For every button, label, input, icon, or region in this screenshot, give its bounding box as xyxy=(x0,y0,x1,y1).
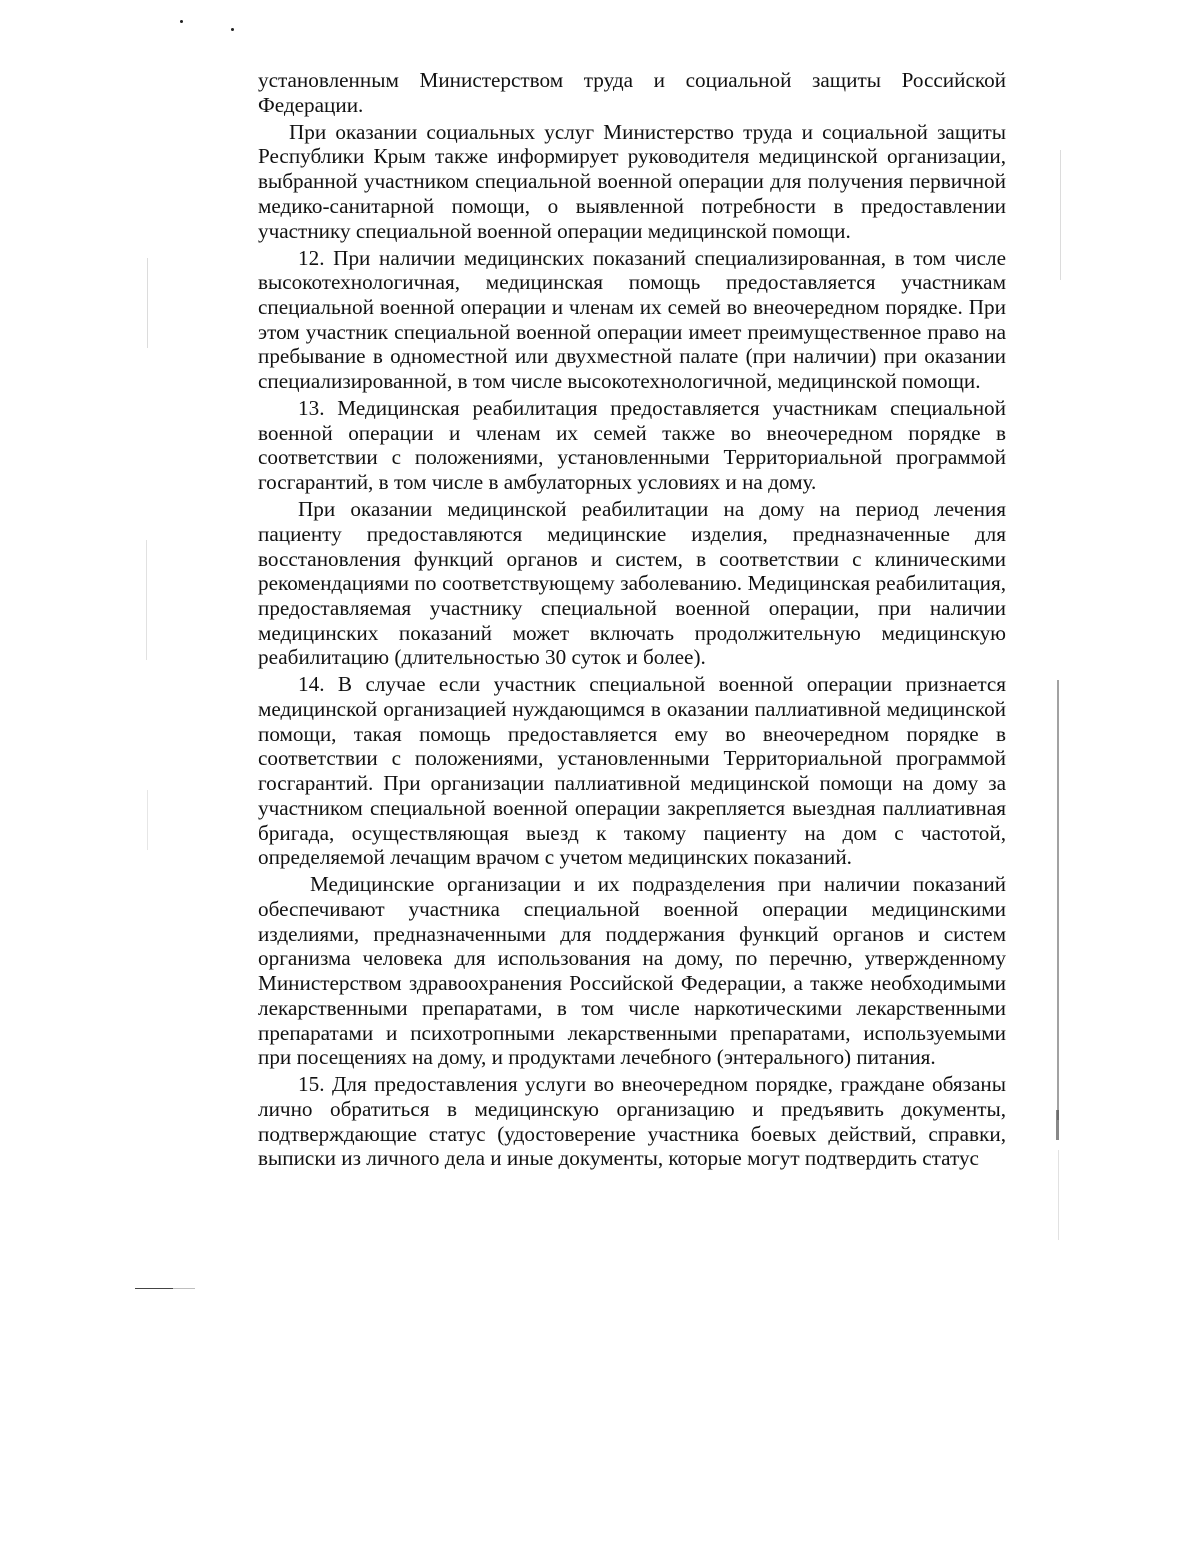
scan-stub-line xyxy=(173,1288,195,1289)
scan-edge-mark xyxy=(147,258,148,348)
scan-edge-mark xyxy=(1056,1110,1059,1140)
scan-speck xyxy=(231,28,234,31)
paragraph-13: 13. Медицинская реабилитация предоставляется участникам специальной военной операции и членам их семей также во внеочередном порядке в соответствии с положениями, установленными Территориальной программой госгарантий, в том числе в амбулаторных условиях и на дому. xyxy=(258,396,1006,495)
scan-stub-line xyxy=(135,1288,173,1289)
scan-edge-mark xyxy=(147,790,148,850)
scan-edge-mark xyxy=(1057,680,1059,1120)
document-body xyxy=(258,68,1006,1173)
scan-edge-mark xyxy=(1058,1150,1059,1240)
paragraph-home-rehabilitation: При оказании медицинской реабилитации на дому на период лечения пациенту предоставляются медицинские изделия, предназначенные для восстановления функций органов и систем, в соответствии с клиническими рекомендациями по соответствующему заболеванию. Медицинская реабилитация, предоставляемая участнику специальной военной операции, при наличии медицинских показаний может включать продолжительную медицинскую реабилитацию (длительностью 30 суток и более). xyxy=(258,497,1006,670)
scan-edge-mark xyxy=(1060,150,1061,280)
paragraph-14: 14. В случае если участник специальной военной операции признается медицинской организацией нуждающимся в оказании паллиативной медицинской помощи, такая помощь предоставляется ему во внеочередном порядке в соответствии с положениями, установленными Территориальной программой госгарантий. При организации паллиативной медицинской помощи на дому за участником специальной военной операции закрепляется выездная паллиативная бригада, осуществляющая выезд к такому пациенту на дом с частотой, определяемой лечащим врачом с учетом медицинских показаний. xyxy=(258,672,1006,870)
paragraph-continuation: установленным Министерством труда и социальной защиты Российской Федерации. xyxy=(258,68,1006,117)
paragraph-15: 15. Для предоставления услуги во внеочередном порядке, граждане обязаны лично обратиться в медицинскую организацию и предъявить документы, подтверждающие статус (удостоверение участника боевых действий, справки, выписки из личного дела и иные документы, которые могут подтвердить статус xyxy=(258,1072,1006,1171)
scan-speck xyxy=(180,20,183,23)
scan-edge-mark xyxy=(146,540,147,660)
paragraph-social-services: При оказании социальных услуг Министерство труда и социальной защиты Республики Крым также информирует руководителя медицинской организации, выбранной участником специальной военной операции для получения первичной медико-санитарной помощи, о выявленной потребности в предоставлении участнику специальной военной операции медицинской помощи. xyxy=(258,119,1006,243)
paragraph-12: 12. При наличии медицинских показаний специализированная, в том числе высокотехнологичная, медицинская помощь предоставляется участникам специальной военной операции и членам их семей во внеочередном порядке. При этом участник специальной военной операции имеет преимущественное право на пребывание в одноместной или двухместной палате (при наличии) при оказании специализированной, в том числе высокотехнологичной, медицинской помощи. xyxy=(258,245,1006,394)
paragraph-medical-organizations: Медицинские организации и их подразделения при наличии показаний обеспечивают участника специальной военной операции медицинскими изделиями, предназначенными для поддержания функций органов и систем организма человека для использования на дому, по перечню, утвержденному Министерством здравоохранения Российской Федерации, а также необходимыми лекарственными препаратами, в том числе наркотическими лекарственными препаратами и психотропными лекарственными препаратами, используемыми при посещениях на дому, и продуктами лечебного (энтерального) питания. xyxy=(258,872,1006,1070)
